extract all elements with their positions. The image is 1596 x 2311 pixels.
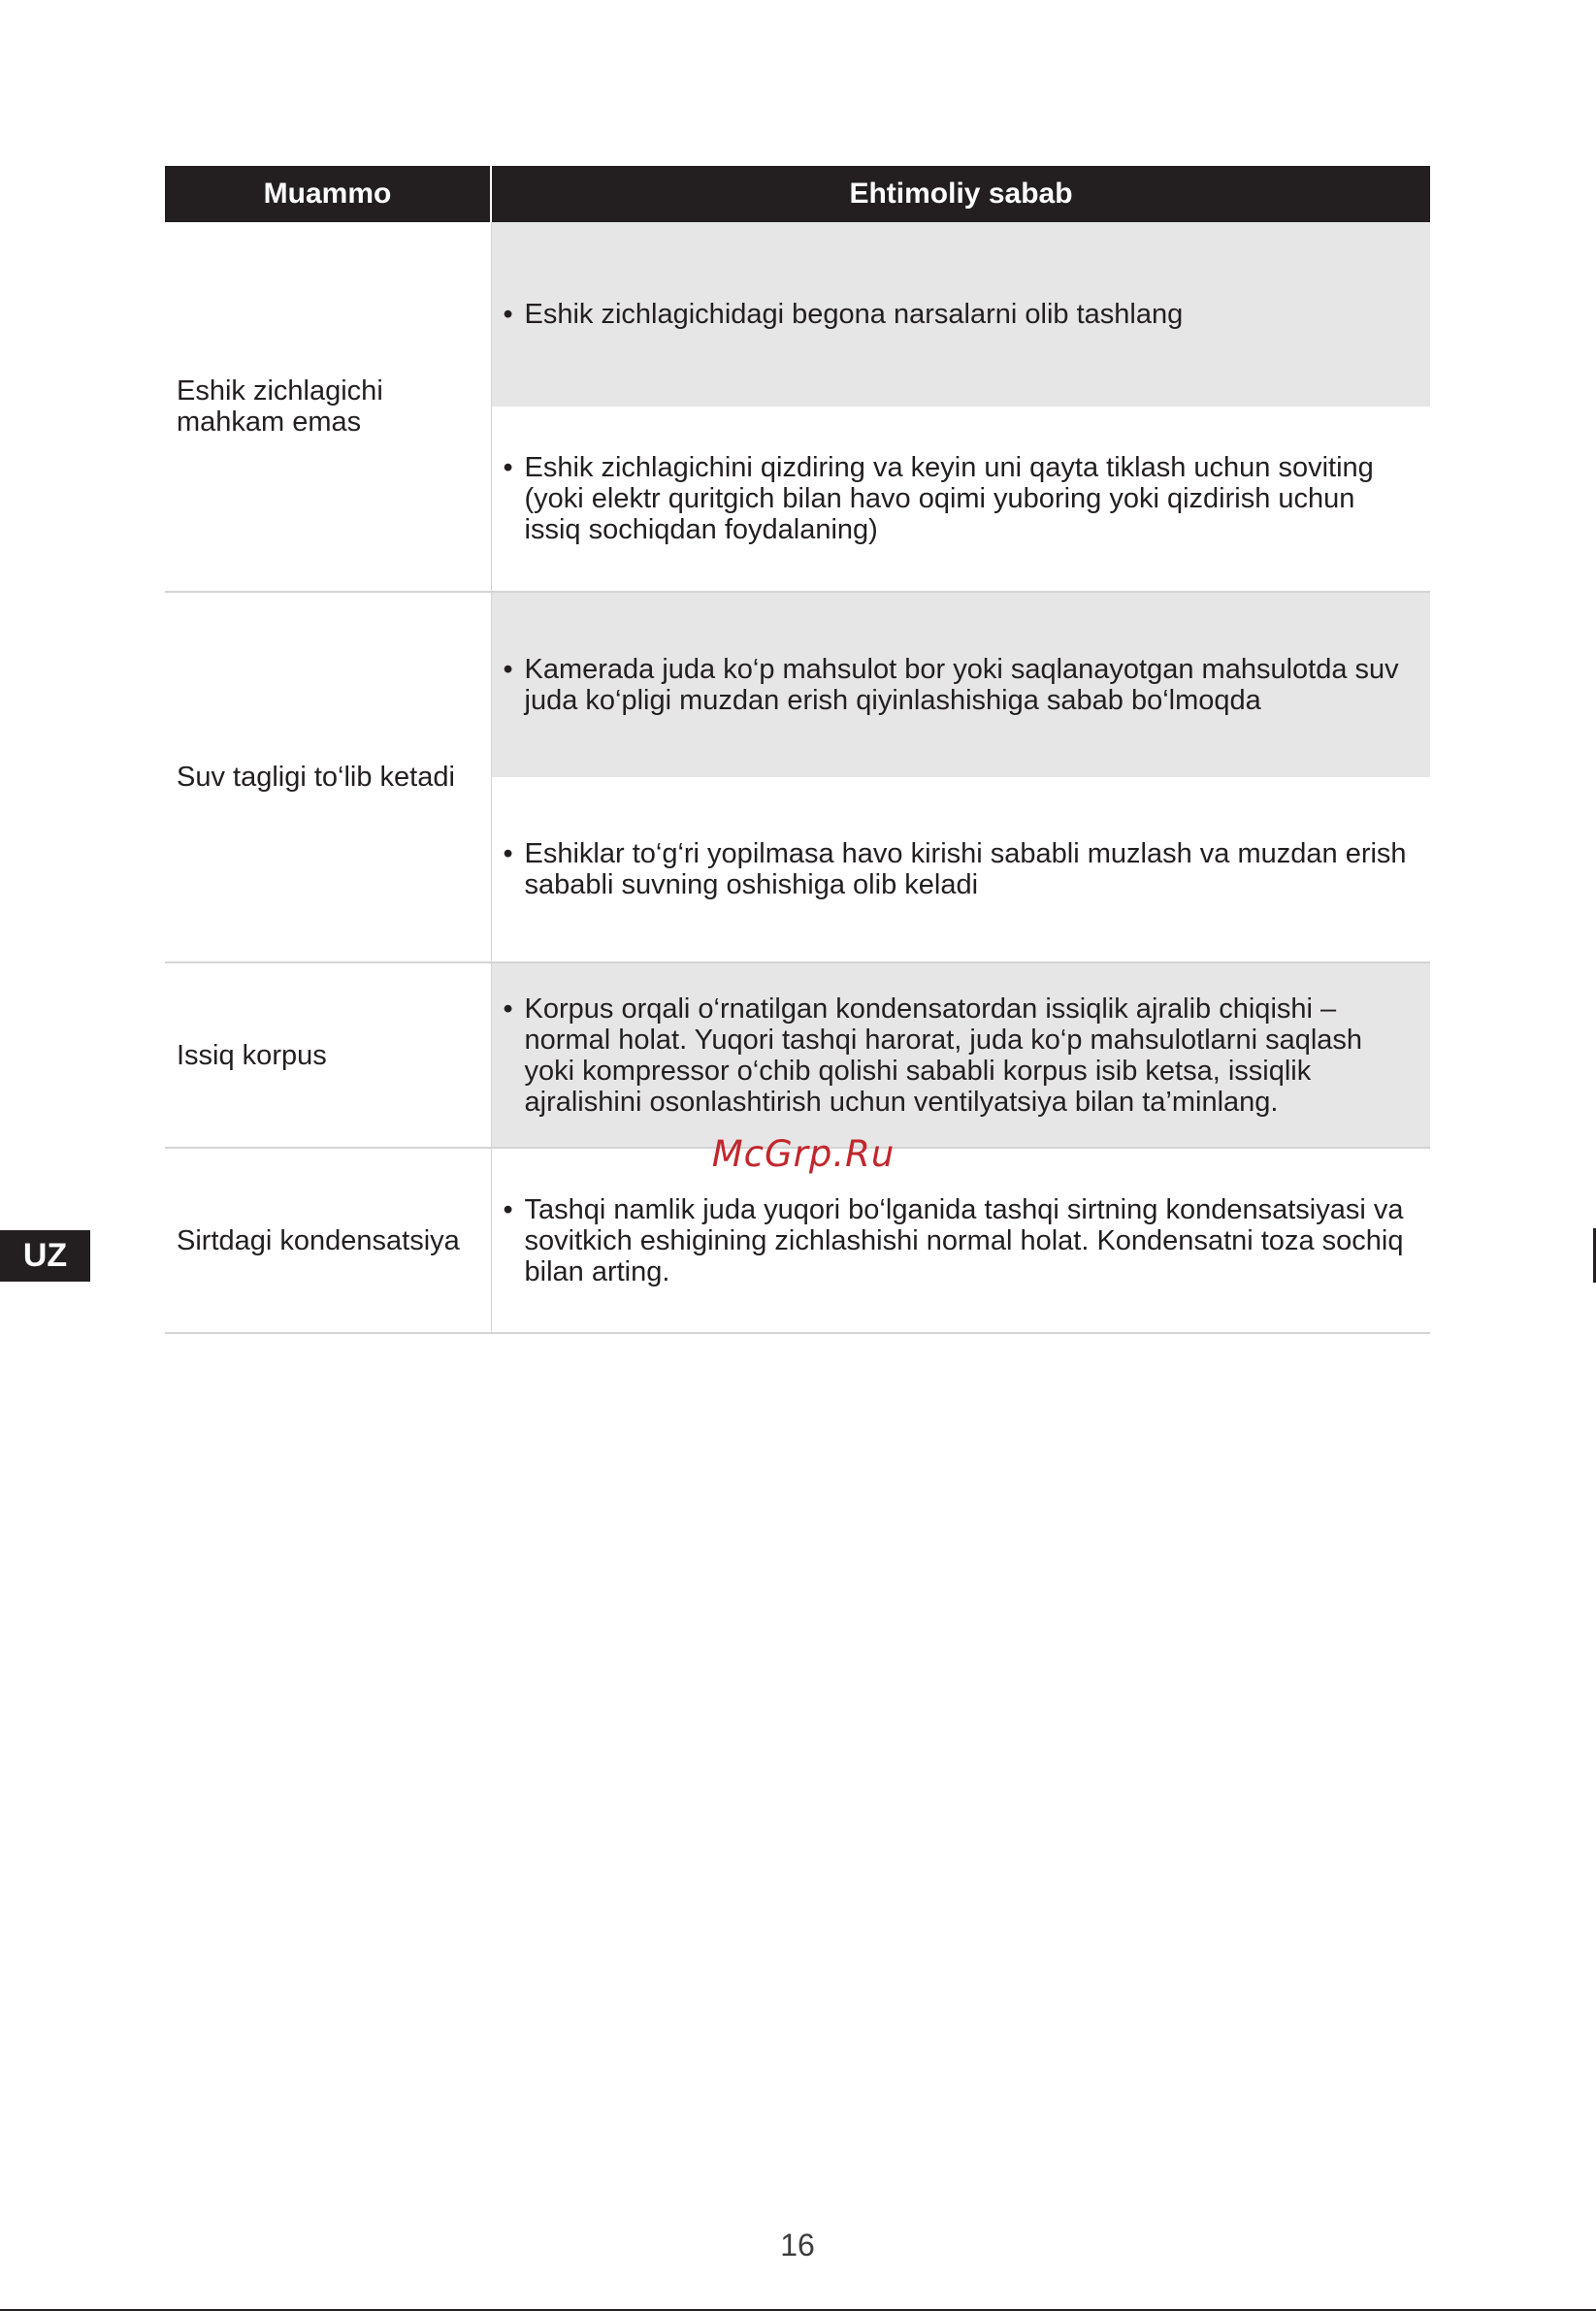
cause-text: Kamerada juda ko‘p mahsulot bor yoki saqlanayotgan mahsulotda suv juda ko‘pligi muzdan erish qiyinlashishiga sabab bo‘lmoqda xyxy=(524,654,1399,716)
bullet-icon: • xyxy=(503,654,513,685)
cause-text: Eshik zichlagichini qizdiring va keyin uni qayta tiklash uchun soviting (yoki elektr quritgich bilan havo oqimi yuboring yoki qizdirish uchun issiq sochiqdan foydalaning) xyxy=(524,452,1374,545)
cause-text: Tashqi namlik juda yuqori bo‘lganida tashqi sirtning kondensatsiyasi va sovitkich eshigining zichlashishi normal holat. Kondensatni toza sochiq bilan arting. xyxy=(524,1193,1404,1287)
table-row xyxy=(165,592,1430,777)
problem-cell: Suv tagligi to‘lib ketadi xyxy=(165,592,491,962)
cause-text: Eshik zichlagichidagi begona narsalarni olib tashlang xyxy=(524,299,1184,330)
column-header-cause: Ehtimoliy sabab xyxy=(491,166,1430,222)
problem-cell: Eshik zichlagichi mahkam emas xyxy=(165,222,491,592)
bullet-icon: • xyxy=(503,838,513,869)
list-item xyxy=(504,654,1410,716)
list-item xyxy=(504,838,1410,900)
list-item xyxy=(504,1194,1410,1287)
cause-text: Eshiklar to‘g‘ri yopilmasa havo kirishi sababli muzlash va muzdan erish sababli suvning oshishiga olib keladi xyxy=(524,838,1407,900)
problem-cell: Sirtdagi kondensatsiya xyxy=(165,1148,491,1333)
watermark: McGrp.Ru xyxy=(711,1133,896,1175)
bullet-icon: • xyxy=(503,452,513,483)
bullet-icon: • xyxy=(503,1193,513,1225)
column-header-problem: Muammo xyxy=(165,166,491,222)
language-tab: UZ xyxy=(0,1230,90,1282)
table-row xyxy=(165,962,1430,1148)
cause-cell xyxy=(491,407,1430,592)
list-item xyxy=(504,452,1410,545)
cause-cell xyxy=(491,962,1430,1148)
list-item xyxy=(504,299,1410,330)
list-item xyxy=(504,993,1410,1118)
bullet-icon: • xyxy=(503,993,513,1025)
cause-cell xyxy=(491,777,1430,962)
table-row xyxy=(165,1148,1430,1333)
table-header-row xyxy=(165,166,1430,222)
cause-cell xyxy=(491,592,1430,777)
cause-cell xyxy=(491,1148,1430,1333)
bullet-icon: • xyxy=(503,299,513,330)
table-row xyxy=(165,222,1430,407)
page-number: 16 xyxy=(780,2228,815,2262)
cause-cell xyxy=(491,222,1430,407)
cause-text: Korpus orqali o‘rnatilgan kondensatordan issiqlik ajralib chiqishi – normal holat. Yuqori tashqi harorat, juda ko‘p mahsulotlarni saqlash yoki kompressor o‘chib qolishi sababli korpus isib ketsa, issiqlik ajralishini osonlashtirish uchun ventilyatsiya bilan ta’minlang. xyxy=(524,993,1363,1118)
problem-cell: Issiq korpus xyxy=(165,962,491,1148)
